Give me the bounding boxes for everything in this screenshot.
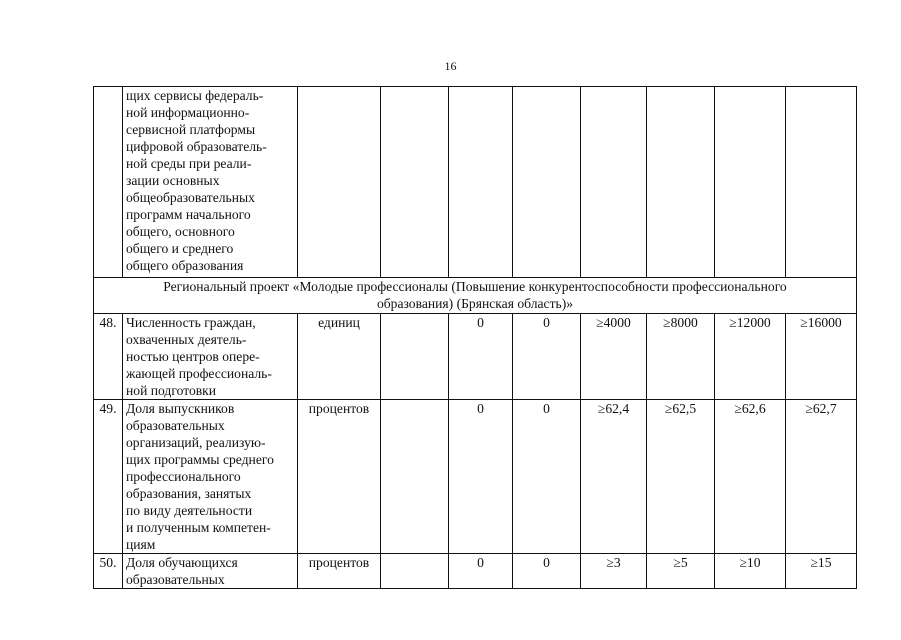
value-cell: ≥3 <box>581 554 647 589</box>
unit-cell: процентов <box>298 400 381 554</box>
value-cell <box>449 87 513 278</box>
base-value-cell <box>381 554 449 589</box>
indicator-line: образовательных <box>126 572 225 587</box>
value-cell: 0 <box>513 554 581 589</box>
indicator-line: общего образования <box>126 258 244 273</box>
value-cell: ≥5 <box>647 554 715 589</box>
indicator-line: и полученным компетен- <box>126 520 271 535</box>
value-cell <box>647 87 715 278</box>
section-header-row <box>94 278 857 314</box>
unit-cell <box>298 87 381 278</box>
indicator-line: организаций, реализую- <box>126 435 266 450</box>
indicator-line: образовательных <box>126 418 225 433</box>
row-number-cell: 49. <box>94 400 123 554</box>
row-number-cell: 50. <box>94 554 123 589</box>
indicator-line: зации основных <box>126 173 220 188</box>
indicator-line: по виду деятельности <box>126 503 253 518</box>
value-cell: ≥62,4 <box>581 400 647 554</box>
indicator-line: ной среды при реали- <box>126 156 252 171</box>
indicator-cell <box>123 87 298 278</box>
value-cell: ≥16000 <box>786 314 857 400</box>
value-cell <box>715 87 786 278</box>
indicator-line: программ начального <box>126 207 251 222</box>
table-row <box>94 87 857 278</box>
indicator-line: циям <box>126 537 156 552</box>
indicator-line: ной информационно- <box>126 105 250 120</box>
value-cell: ≥62,7 <box>786 400 857 554</box>
value-cell: ≥4000 <box>581 314 647 400</box>
base-value-cell <box>381 87 449 278</box>
indicator-line: общего и среднего <box>126 241 234 256</box>
indicator-line: образования, занятых <box>126 486 252 501</box>
indicator-line: щих сервисы федераль- <box>126 88 264 103</box>
indicator-line: ной подготовки <box>126 383 217 398</box>
indicator-line: Доля обучающихся <box>126 555 238 570</box>
value-cell: ≥8000 <box>647 314 715 400</box>
value-cell: ≥62,5 <box>647 400 715 554</box>
value-cell: ≥62,6 <box>715 400 786 554</box>
row-number-cell: 48. <box>94 314 123 400</box>
base-value-cell <box>381 400 449 554</box>
value-cell: 0 <box>513 314 581 400</box>
unit-cell: процентов <box>298 554 381 589</box>
table-row <box>94 400 857 554</box>
table-row <box>94 554 857 589</box>
value-cell <box>513 87 581 278</box>
indicator-cell <box>123 314 298 400</box>
base-value-cell <box>381 314 449 400</box>
value-cell: 0 <box>449 554 513 589</box>
page-number: 16 <box>444 59 457 73</box>
value-cell: 0 <box>449 400 513 554</box>
table-row <box>94 314 857 400</box>
indicator-line: сервисной платформы <box>126 122 256 137</box>
value-cell: ≥15 <box>786 554 857 589</box>
indicator-line: общего, основного <box>126 224 235 239</box>
value-cell: 0 <box>449 314 513 400</box>
value-cell: 0 <box>513 400 581 554</box>
value-cell <box>581 87 647 278</box>
indicator-line: щих программы среднего <box>126 452 274 467</box>
section-title-line: Региональный проект «Молодые профессионалы (Повышение конкурентоспособности профессионального <box>163 279 787 294</box>
section-title-line: образования) (Брянская область)» <box>376 296 574 311</box>
indicator-cell <box>123 554 298 589</box>
indicators-table <box>93 86 857 589</box>
section-header <box>94 278 857 314</box>
row-number-cell <box>94 87 123 278</box>
value-cell <box>786 87 857 278</box>
indicator-line: Доля выпускников <box>126 401 235 416</box>
indicator-line: Численность граждан, <box>126 315 256 330</box>
indicator-line: жающей профессиональ- <box>126 366 272 381</box>
indicator-line: охваченных деятель- <box>126 332 247 347</box>
indicator-cell <box>123 400 298 554</box>
indicator-line: цифровой образователь- <box>126 139 267 154</box>
unit-cell: единиц <box>298 314 381 400</box>
indicator-line: ностью центров опере- <box>126 349 260 364</box>
value-cell: ≥10 <box>715 554 786 589</box>
indicator-line: профессионального <box>126 469 241 484</box>
indicator-line: общеобразовательных <box>126 190 255 205</box>
value-cell: ≥12000 <box>715 314 786 400</box>
